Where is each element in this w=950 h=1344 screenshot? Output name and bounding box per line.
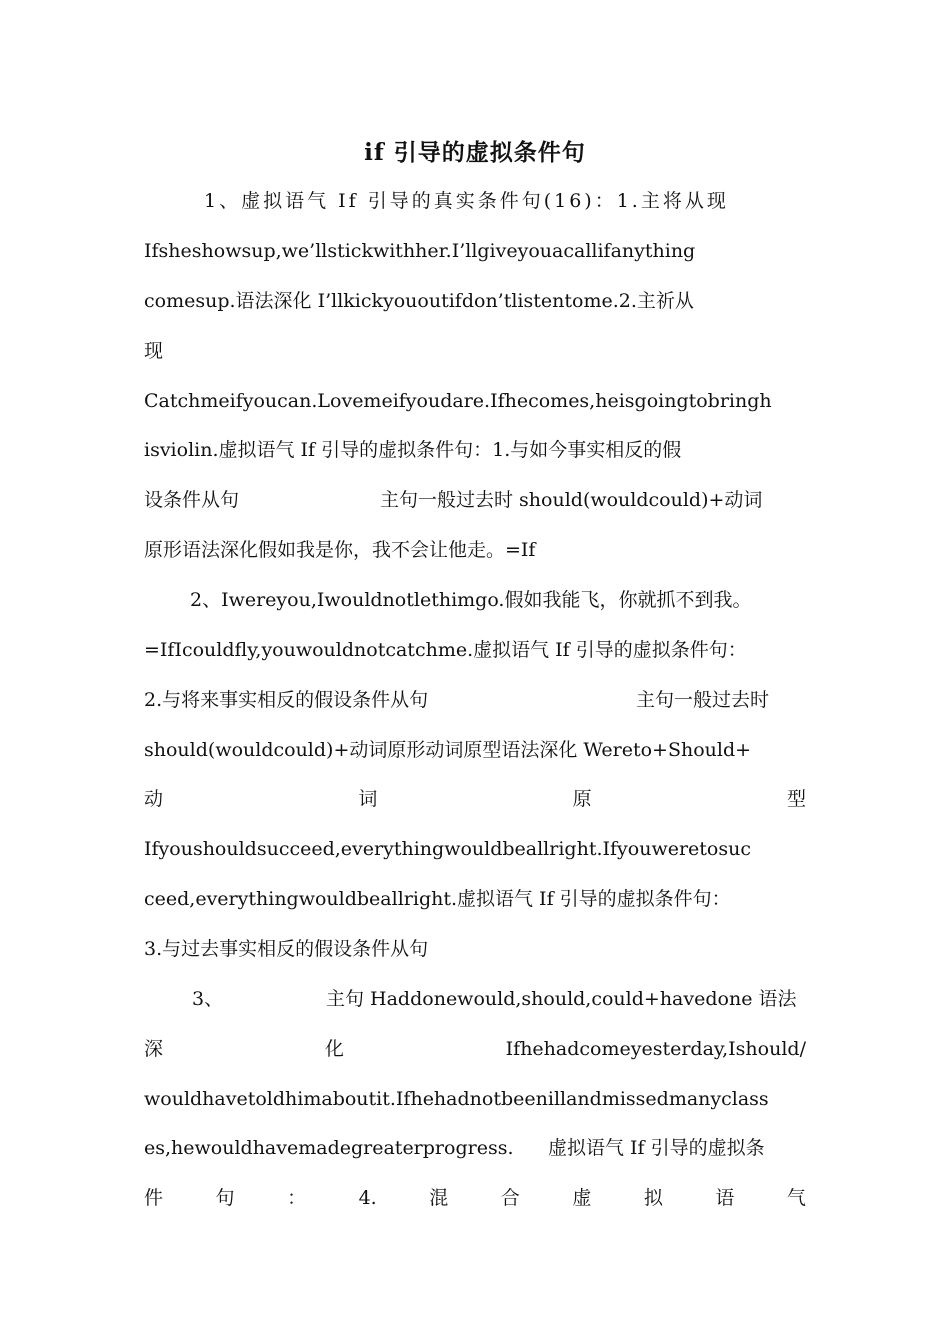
text-line: 3.与过去事实相反的假设条件从句: [144, 938, 429, 960]
word: 语: [715, 1187, 735, 1209]
text-line: Catchmeifyoucan.Lovemeifyoudare.Ifhecomes,heisgoingtobringh: [144, 390, 772, 412]
word: 深: [144, 1038, 164, 1060]
text-line: Ifyoushouldsucceed,everythingwouldbeallright.Ifyouweretosuc: [144, 838, 751, 860]
text-line: 主句一般过去时 should(wouldcould)+动词: [380, 489, 763, 511]
text-line: 设条件从句: [144, 489, 240, 511]
text-line: 虚拟语气 If 引导的虚拟条: [548, 1137, 765, 1159]
word: 型: [786, 788, 806, 810]
word: ：: [287, 1187, 307, 1209]
text-line: should(wouldcould)+动词原形动词原型语法深化 Wereto+Should+: [144, 739, 752, 761]
text-line: =IfIcouldfly,youwouldnotcatchme.虚拟语气 If 引导的虚拟条件句：: [144, 639, 747, 661]
justified-line: [144, 1034, 806, 1064]
text-line: Ifsheshowsup,we’llstickwithher.I’llgiveyouacallifanything: [144, 240, 696, 262]
word: 原: [572, 788, 592, 810]
text-line: comesup.语法深化 I’llkickyououtifdon’tlistentome.2.主祈从: [144, 290, 694, 312]
justified-line: [144, 784, 806, 814]
word: 件: [144, 1187, 164, 1209]
word: 化: [324, 1038, 344, 1060]
document-title: if 引导的虚拟条件句: [364, 139, 586, 166]
text-line: ceed,everythingwouldbeallright.虚拟语气 If 引导的虚拟条件句：: [144, 888, 731, 910]
word: 拟: [643, 1187, 663, 1209]
word: Ifhehadcomeyesterday,Ishould/: [505, 1038, 806, 1060]
text-line: 2.与将来事实相反的假设条件从句: [144, 689, 429, 711]
word: 句: [215, 1187, 235, 1209]
word: 混: [429, 1187, 449, 1209]
word: 虚: [572, 1187, 592, 1209]
word: 动: [144, 788, 164, 810]
justified-line: [144, 1183, 806, 1213]
text-line: 1、虚拟语气 If 引导的真实条件句(16)：1.主将从现: [204, 190, 729, 212]
text-line: 主句一般过去时: [636, 689, 770, 711]
text-line: 3、: [192, 988, 224, 1010]
text-line: 原形语法深化假如我是你，我不会让他走。=If: [144, 539, 536, 561]
text-line: 2、Iwereyou,Iwouldnotlethimgo.假如我能飞，你就抓不到我。: [190, 589, 752, 611]
word: 4.: [358, 1187, 377, 1209]
word: 合: [500, 1187, 520, 1209]
text-line: 主句 Haddonewould,should,could+havedone 语法: [326, 988, 797, 1010]
word: 词: [358, 788, 378, 810]
word: 气: [786, 1187, 806, 1209]
text-line: es,hewouldhavemadegreaterprogress.: [144, 1137, 514, 1159]
text-line: 现: [144, 340, 164, 362]
text-line: wouldhavetoldhimaboutit.Ifhehadnotbeenillandmissedmanyclass: [144, 1088, 769, 1110]
text-line: isviolin.虚拟语气 If 引导的虚拟条件句：1.与如今事实相反的假: [144, 439, 682, 461]
